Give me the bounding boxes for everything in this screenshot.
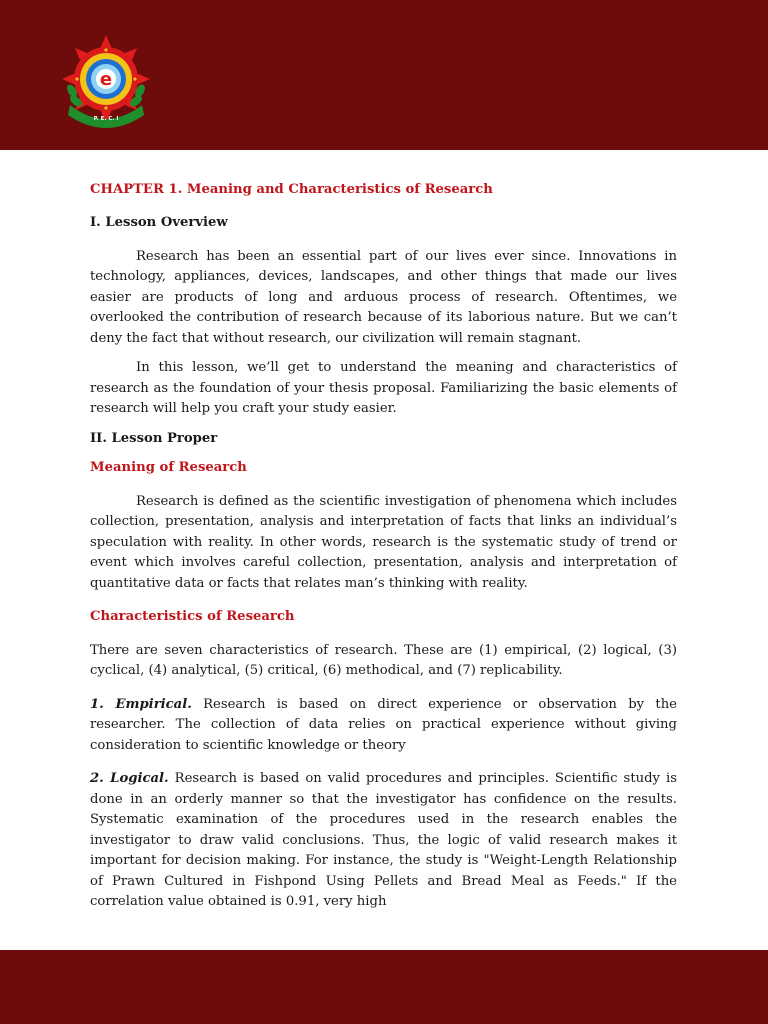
overview-paragraph-2: In this lesson, we’ll get to understand the meaning and characteristics of research as the foundation of your thesis proposal. Familiarizing the basic elements of research will help you craft your study easier. [90,360,677,416]
characteristic-item-empirical [90,695,677,757]
subheading-characteristics-of-research: Characteristics of Research [90,609,295,624]
document-body [90,180,677,913]
section-heading-lesson-proper: II. Lesson Proper [90,430,218,446]
svg-text:P. E. C. I: P. E. C. I [93,116,119,122]
characteristic-term: 2. Logical. [90,771,169,786]
institution-seal-icon [60,33,152,129]
chapter-title: CHAPTER 1. Meaning and Characteristics of Research [90,182,493,197]
characteristics-intro-paragraph: There are seven characteristics of research. These are (1) empirical, (2) logical, (3) cyclical, (4) analytical, (5) critical, (6) methodical, and (7) replicability. [90,642,677,678]
svg-text:e: e [99,69,113,90]
meaning-paragraph: Research is defined as the scientific investigation of phenomena which includes collection, presentation, analysis and interpretation of facts that links an individual’s speculation with reality. In other words, research is the systematic study of trend or event which involves careful collection, presentation, analysis and interpretation of quantitative data or facts that relates man’s thinking with reality. [90,493,677,591]
characteristic-item-logical [90,769,677,913]
characteristic-description: Research is based on direct experience or observation by the researcher. The collection of data relies on practical experience without giving consideration to scientific knowledge or theory [90,696,677,753]
characteristic-term: 1. Empirical. [90,696,192,712]
subheading-meaning-of-research: Meaning of Research [90,460,247,475]
characteristic-description: Research is based on valid procedures and principles. Scientific study is done in an orderly manner so that the investigator has confidence on the results. Systematic examination of the procedures used in the research enables the investigator to draw valid conclusions. Thus, the logic of valid research makes it important for decision making. For instance, the study is "Weight-Length Relationship of Prawn Cultured in Fishpond Using Pellets and Bread Meal as Feeds." If the correlation value obtained is 0.91, very high [90,771,677,909]
section-heading-lesson-overview: I. Lesson Overview [90,215,228,230]
overview-paragraph-1: Research has been an essential part of our lives ever since. Innovations in technology, appliances, devices, landscapes, and other things that made our lives easier are products of long and arduous process of research. Oftentimes, we overlooked the contribution of research because of its laborious nature. But we can’t deny the fact that without research, our civilization will remain stagnant. [90,248,677,346]
footer-band [0,950,768,1024]
